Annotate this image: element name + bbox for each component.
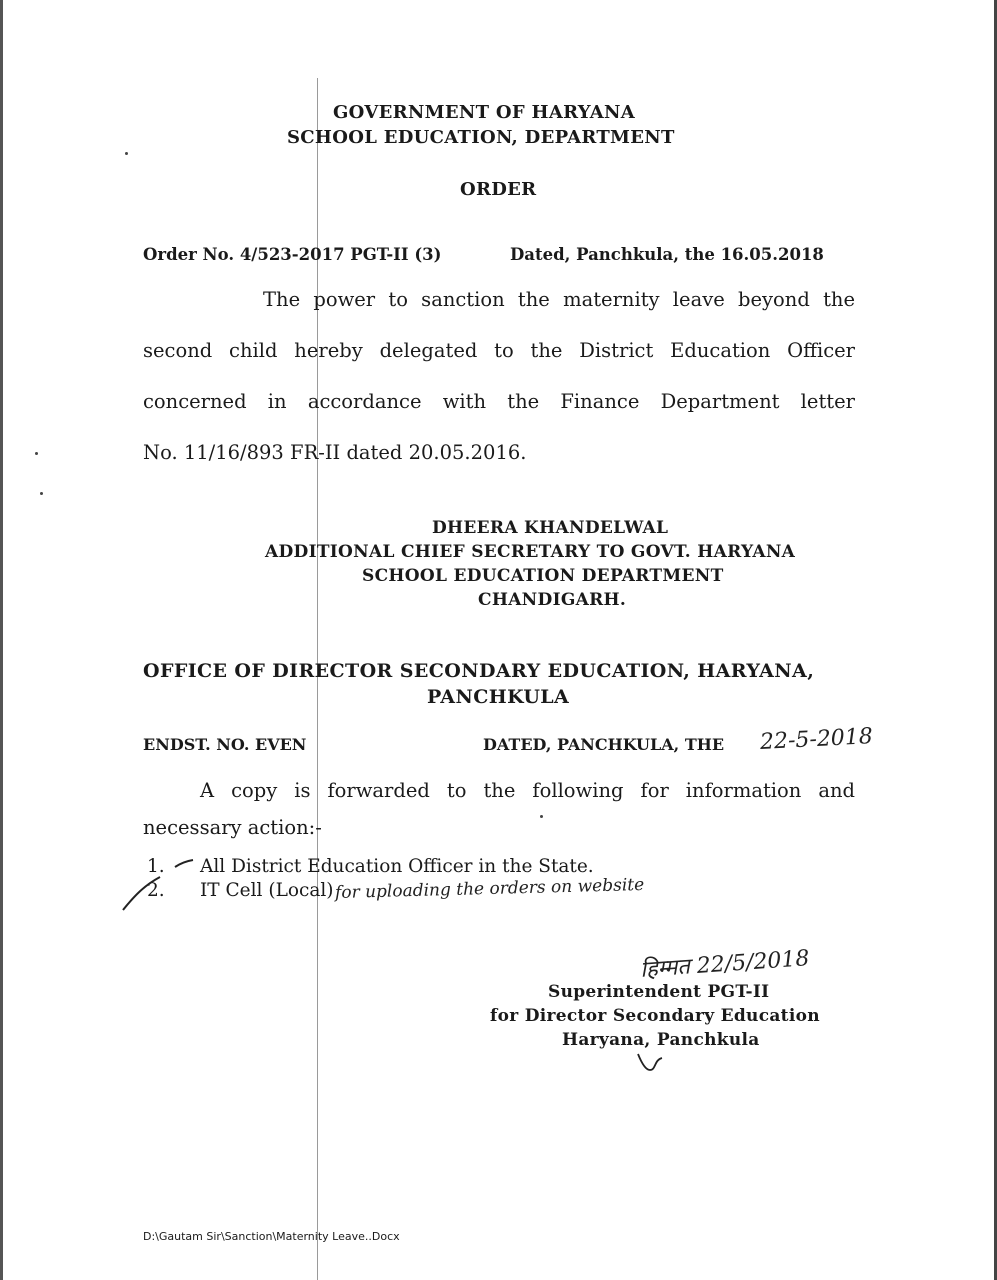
signatory-name: DHEERA KHANDELWAL [432, 518, 669, 538]
signatory-place: CHANDIGARH. [478, 590, 627, 610]
recipient-number: 2. [147, 880, 165, 901]
footer-place: Haryana, Panchkula [562, 1030, 760, 1050]
signature-initials: हिम्मत 22/5/2018 [639, 946, 811, 983]
order-body-line: The power to sanction the maternity leave beyond the [263, 288, 855, 311]
order-date: Dated, Panchkula, the 16.05.2018 [510, 245, 824, 264]
endorsement-number: ENDST. NO. EVEN [143, 735, 307, 754]
initial-squiggle-icon [632, 1050, 668, 1074]
scan-speck [125, 152, 128, 155]
forward-intro [143, 779, 855, 867]
order-body-line: second child hereby delegated to the District Education Officer [143, 339, 855, 362]
footer-for-line: for Director Secondary Education [490, 1006, 820, 1026]
order-body-line: concerned in accordance with the Finance Department letter [143, 390, 855, 413]
office-heading: OFFICE OF DIRECTOR SECONDARY EDUCATION, HARYANA, [143, 660, 815, 682]
department-heading: SCHOOL EDUCATION, DEPARTMENT [287, 127, 675, 148]
footer-title: Superintendent PGT-II [548, 982, 770, 1002]
recipient-text: All District Education Officer in the State. [200, 856, 594, 877]
scan-speck [40, 492, 43, 495]
file-path: D:\Gautam Sir\Sanction\Maternity Leave..Docx [143, 1230, 400, 1243]
recipient-text: IT Cell (Local) [200, 880, 334, 901]
office-heading-place: PANCHKULA [427, 686, 570, 708]
forward-intro-line: necessary action:- [143, 816, 322, 839]
scan-speck [35, 452, 38, 455]
signatory-designation: ADDITIONAL CHIEF SECRETARY TO GOVT. HARYANA [265, 542, 796, 562]
order-body [143, 288, 855, 492]
document-type: ORDER [460, 179, 537, 200]
handwritten-date: 22-5-2018 [759, 724, 874, 755]
forward-intro-line: A copy is forwarded to the following for information and [200, 779, 855, 802]
scan-speck [540, 815, 543, 818]
signatory-department: SCHOOL EDUCATION DEPARTMENT [362, 566, 724, 586]
handwritten-note: for uploading the orders on website [334, 874, 645, 904]
recipient-number: 1. [147, 856, 165, 877]
order-body-line: No. 11/16/893 FR-II dated 20.05.2016. [143, 441, 527, 464]
order-number: Order No. 4/523-2017 PGT-II (3) [143, 245, 442, 264]
page-edge-left [0, 0, 3, 1280]
government-heading: GOVERNMENT OF HARYANA [333, 102, 636, 123]
endorsement-date-label: DATED, PANCHKULA, THE [483, 735, 725, 754]
handwritten-tick-mark [115, 855, 195, 915]
